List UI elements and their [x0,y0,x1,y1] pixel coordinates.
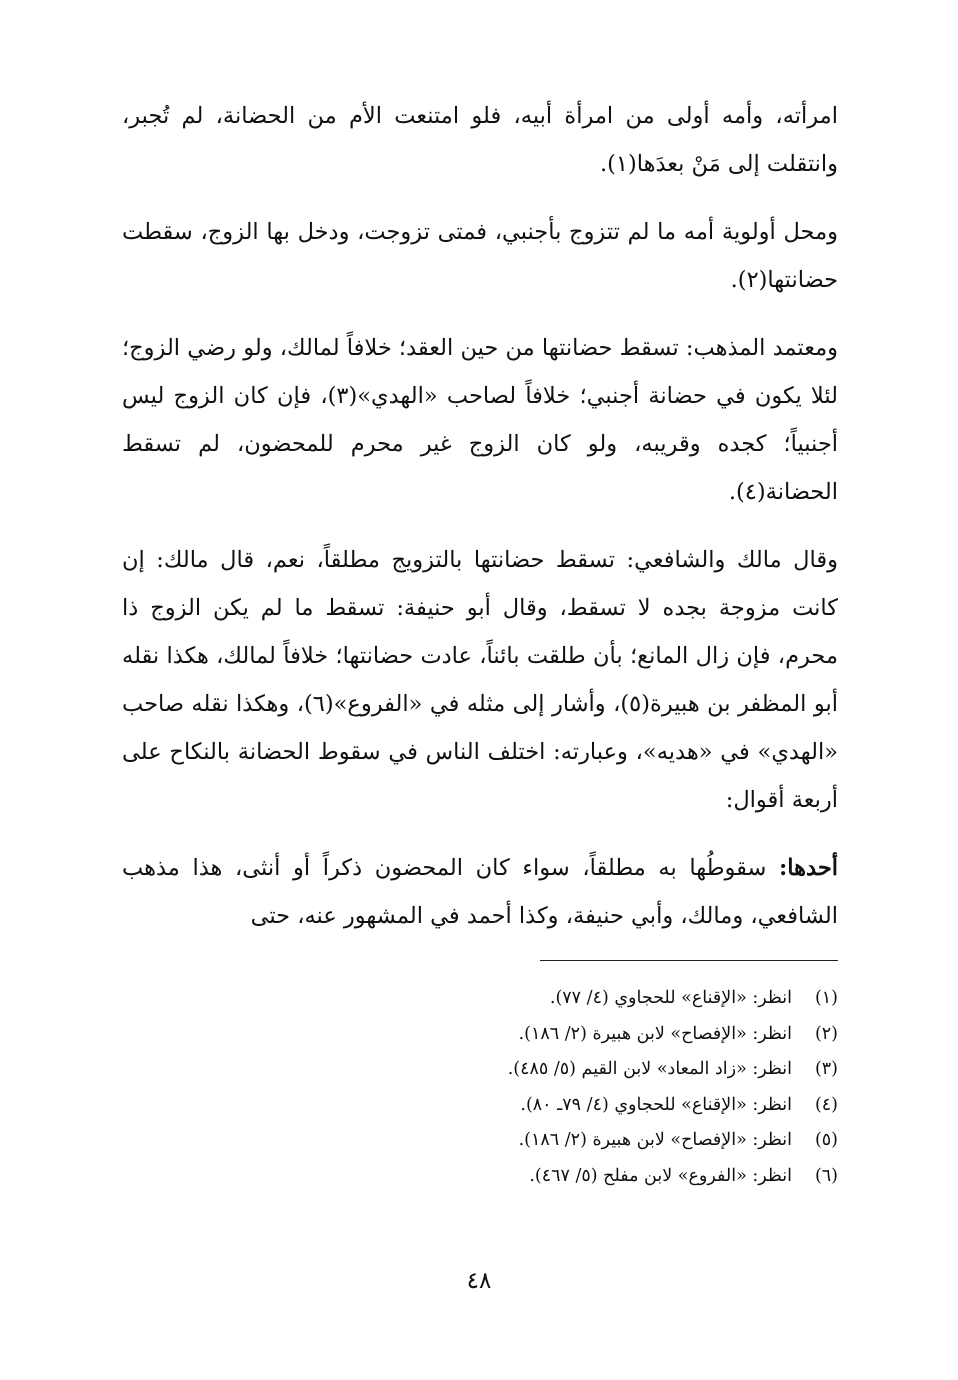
paragraph-5 [122,844,838,940]
paragraph-2-text: ومحل أولوية أمه ما لم تتزوج بأجنبي، فمتى تزوجت، ودخل بها الزوج، سقطت حضانتها(٢). [122,219,838,293]
page-number: ٤٨ [466,1268,492,1294]
footnote-text: انظر: «الإفصاح» لابن هبيرة (٢/ ١٨٦). [518,1130,792,1150]
paragraph-1-text: امرأته، وأمه أولى من امرأة أبيه، فلو امتنعت الأم من الحضانة، لم تُجبر، وانتقلت إلى مَنْ بعدَها(١). [122,103,838,177]
footnote-2 [122,1017,838,1053]
footnote-text: انظر: «الإقناع» للحجاوي (٤/ ٧٧). [549,988,792,1008]
footnote-6 [122,1159,838,1195]
footnote-number: (٤) [814,1094,838,1115]
footnote-text: انظر: «الإقناع» للحجاوي (٤/ ٧٩ـ ٨٠). [520,1094,792,1115]
footnote-text: انظر: «الإفصاح» لابن هبيرة (٢/ ١٨٦). [518,1023,792,1044]
footnote-1 [122,981,838,1017]
footnotes-list [122,981,838,1194]
footnote-divider [540,960,838,961]
footnote-4 [122,1088,838,1124]
footnote-number: (٦) [814,1165,838,1186]
footnote-number: (٥) [814,1130,838,1150]
footnote-number: (٢) [814,1023,838,1044]
footnote-number: (١) [814,988,838,1008]
footnote-5 [122,1123,838,1159]
footnote-text: انظر: «زاد المعاد» لابن القيم (٥/ ٤٨٥). [507,1059,792,1079]
paragraph-4-text: وقال مالك والشافعي: تسقط حضانتها بالتزويج مطلقاً، نعم، قال مالك: إن كانت مزوجة بجده لا تسقط، وقال أبو حنيفة: تسقط ما لم يكن الزوج ذا محرم، فإن زال المانع؛ بأن طلقت بائناً، عادت حضانتها؛ خلافاً لمالك، هكذا نقله أبو المظفر بن هبيرة(٥)، وأشار إلى مثله في «الفروع»(٦)، وهكذا نقله صاحب «الهدي» في «هديه»، وعبارته: اختلف الناس في سقوط الحضانة بالنكاح على أربعة أقوال: [122,547,838,813]
page-content [122,92,838,1194]
paragraph-5-text: سقوطُها به مطلقاً، سواء كان المحضون ذكراً أو أنثى، هذا مذهب الشافعي، ومالك، وأبي حنيفة، وكذا أحمد في المشهور عنه، حتى [122,855,838,929]
paragraph-3-text: ومعتمد المذهب: تسقط حضانتها من حين العقد؛ خلافاً لمالك، ولو رضي الزوج؛ لئلا يكون في حضانة أجنبي؛ خلافاً لصاحب «الهدي»(٣)، فإن كان الزوج ليس أجنبياً؛ كجده وقريبه، ولو كان الزوج غير محرم للمحضون، لم تسقط الحضانة(٤). [122,335,838,505]
paragraph-3 [122,324,838,516]
footnote-text: انظر: «الفروع» لابن مفلح (٥/ ٤٦٧). [529,1165,792,1186]
paragraph-2 [122,208,838,304]
paragraph-4 [122,536,838,824]
footnote-number: (٣) [814,1059,838,1079]
paragraph-1 [122,92,838,188]
footnote-3 [122,1052,838,1088]
paragraph-5-lead: أحدها: [779,855,838,881]
